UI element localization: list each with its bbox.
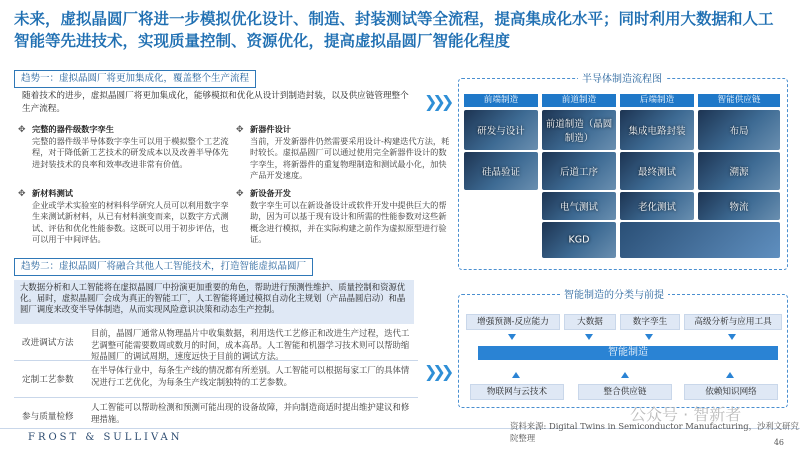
page-number: 46 <box>773 438 784 447</box>
foundation-pill: 整合供应链 <box>578 384 672 400</box>
process-tile: 布局 <box>698 110 780 150</box>
column-header: 后端制造 <box>620 94 694 107</box>
smart-manufacturing-bar: 智能制造 <box>478 346 778 360</box>
process-tile: 研发与设计 <box>464 110 538 150</box>
frost-sullivan-logo: FROST & SULLIVAN <box>28 432 183 443</box>
item-body: 当前，开发新器件仍然需要采用设计-构建迭代方法，耗时较长。虚拟晶圆厂可以通过使用完全新器件设计的数字孪生，将新器件的重复物理制造和测试最小化，加快产品开发速度。 <box>250 135 450 181</box>
process-tile: 后道工序 <box>542 152 616 190</box>
item-new-equipment <box>236 188 450 246</box>
process-tile: 老化测试 <box>620 192 694 220</box>
chevron-right-icon: ❯❯❯ <box>424 362 450 381</box>
trend2-intro: 大数据分析和人工智能将在虚拟晶圆厂中扮演更加重要的角色，帮助进行预测性维护、质量控制和资源优化。届时，虚拟晶圆厂会成为真正的智能工厂，人工智能将通过模拟自动化主规划（产品晶圆启动）和晶圆厂调度来改变半导体制造，从而实现风险意识决策和动态生产控制。 <box>14 280 414 324</box>
process-tile: 集成电路封装 <box>620 110 694 150</box>
trend2-label: 趋势二：虚拟晶圆厂将融合其他人工智能技术，打造智能虚拟晶圆厂 <box>14 258 313 276</box>
trend1-label: 趋势一：虚拟晶圆厂将更加集成化，覆盖整个生产流程 <box>14 70 256 88</box>
row-key: 参与质量检修 <box>22 412 74 422</box>
arrow-down-icon <box>508 334 516 340</box>
prereq-pill: 数字孪生 <box>620 314 680 330</box>
item-body: 企业或学术实验室的材料科学研究人员可以利用数字孪生来测试新材料，从已有材料演变而来，以数字方式测试、评估和优化性能参数。这既可以用于初步评估，也可以用于中间评估。 <box>32 199 229 245</box>
chevron-right-icon: ❯❯❯ <box>424 92 450 111</box>
column-header: 智能供应链 <box>698 94 780 107</box>
row-value: 目前，晶圆厂通常从物理晶片中收集数据，利用迭代工艺修正和改进生产过程，迭代工艺调整可能需要数周或数月的时间，成本高昂。人工智能和机器学习技术则可以帮助缩短晶圆厂的调试周期，速度远快于目前的调试方法。 <box>91 328 410 361</box>
item-body: 完整的器件级半导体数字孪生可以用于模拟整个工艺流程，对于降低新工艺技术的研发成本以及改善半导体先进封装技术的良率和效率改进非常有价值。 <box>32 135 229 169</box>
row-value: 在半导体行业中，每条生产线的情况都有所差别。人工智能可以根据每家工厂的具体情况进行工艺优化，为每条生产线定制独特的工艺参数。 <box>91 365 410 387</box>
foundation-pill: 依赖知识网络 <box>684 384 778 400</box>
arrow-down-icon <box>728 334 736 340</box>
arrow-up-icon <box>726 372 734 378</box>
prereq-pill: 增强预测-反应能力 <box>466 314 560 330</box>
row-value: 人工智能可以帮助检测和预测可能出现的设备故障，并向制造商适时提出维护建议和修理措施。 <box>91 402 410 424</box>
item-title: 新材料测试 <box>32 188 73 198</box>
column-header: 前端制造 <box>464 94 538 107</box>
table-row <box>14 324 418 361</box>
foundation-pill: 物联网与云技术 <box>470 384 564 400</box>
gear-icon: ✥ <box>236 125 244 135</box>
item-title: 完整的器件级数字孪生 <box>32 124 114 134</box>
process-tile: KGD <box>542 222 616 258</box>
prereq-pill: 大数据 <box>564 314 616 330</box>
table-row <box>14 361 418 398</box>
process-tile: 硅晶验证 <box>464 152 538 190</box>
gear-icon: ✥ <box>18 189 26 199</box>
arrow-up-icon <box>512 372 520 378</box>
watermark: 公众号 · 智新者 <box>630 405 742 424</box>
arrow-up-icon <box>621 372 629 378</box>
process-tile: 物流 <box>698 192 780 220</box>
arrow-down-icon <box>645 334 653 340</box>
process-tile: 最终测试 <box>620 152 694 190</box>
source-note: 资料来源: Digital Twins in Semiconductor Manufacturing，沙利文研究院整理 <box>510 421 799 443</box>
row-key: 定制工艺参数 <box>22 375 74 385</box>
item-body: 数字孪生可以在新设备设计或软件开发中提供巨大的帮助，因为可以基于现有设计和所需的性能参数对这些新概念进行模拟，并在实际构建之前作为虚拟原型进行验证。 <box>250 199 447 245</box>
smart-mfg-title: 智能制造的分类与前提 <box>560 286 668 301</box>
column-header: 前道制造 <box>542 94 616 107</box>
process-tile: 溯源 <box>698 152 780 190</box>
trend1-intro: 随着技术的进步，虚拟晶圆厂将更加集成化，能够模拟和优化从设计到制造封装，以及供应链管理整个生产流程。 <box>22 91 409 114</box>
item-digital-twin <box>18 124 232 170</box>
process-title: 半导体制造流程图 <box>578 70 666 85</box>
prereq-pill: 高级分析与应用工具 <box>684 314 782 330</box>
row-key: 改进调试方法 <box>22 338 74 348</box>
arrow-down-icon <box>585 334 593 340</box>
item-new-device-design <box>236 124 450 182</box>
item-title: 新设备开发 <box>250 188 291 198</box>
gear-icon: ✥ <box>18 125 26 135</box>
page-title: 未来，虚拟晶圆厂将进一步模拟优化设计、制造、封装测试等全流程，提高集成化水平；同时利用大数据和人工智能等先进技术，实现质量控制、资源优化，提高虚拟晶圆厂智能化程度 <box>14 10 774 50</box>
trend2-table <box>14 324 418 434</box>
item-new-material-test <box>18 188 232 246</box>
gear-icon: ✥ <box>236 189 244 199</box>
process-tile-blank <box>620 222 780 258</box>
process-tile: 电气测试 <box>542 192 616 220</box>
item-title: 新器件设计 <box>250 124 291 134</box>
process-tile: 前道制造（晶圆制造） <box>542 110 616 150</box>
